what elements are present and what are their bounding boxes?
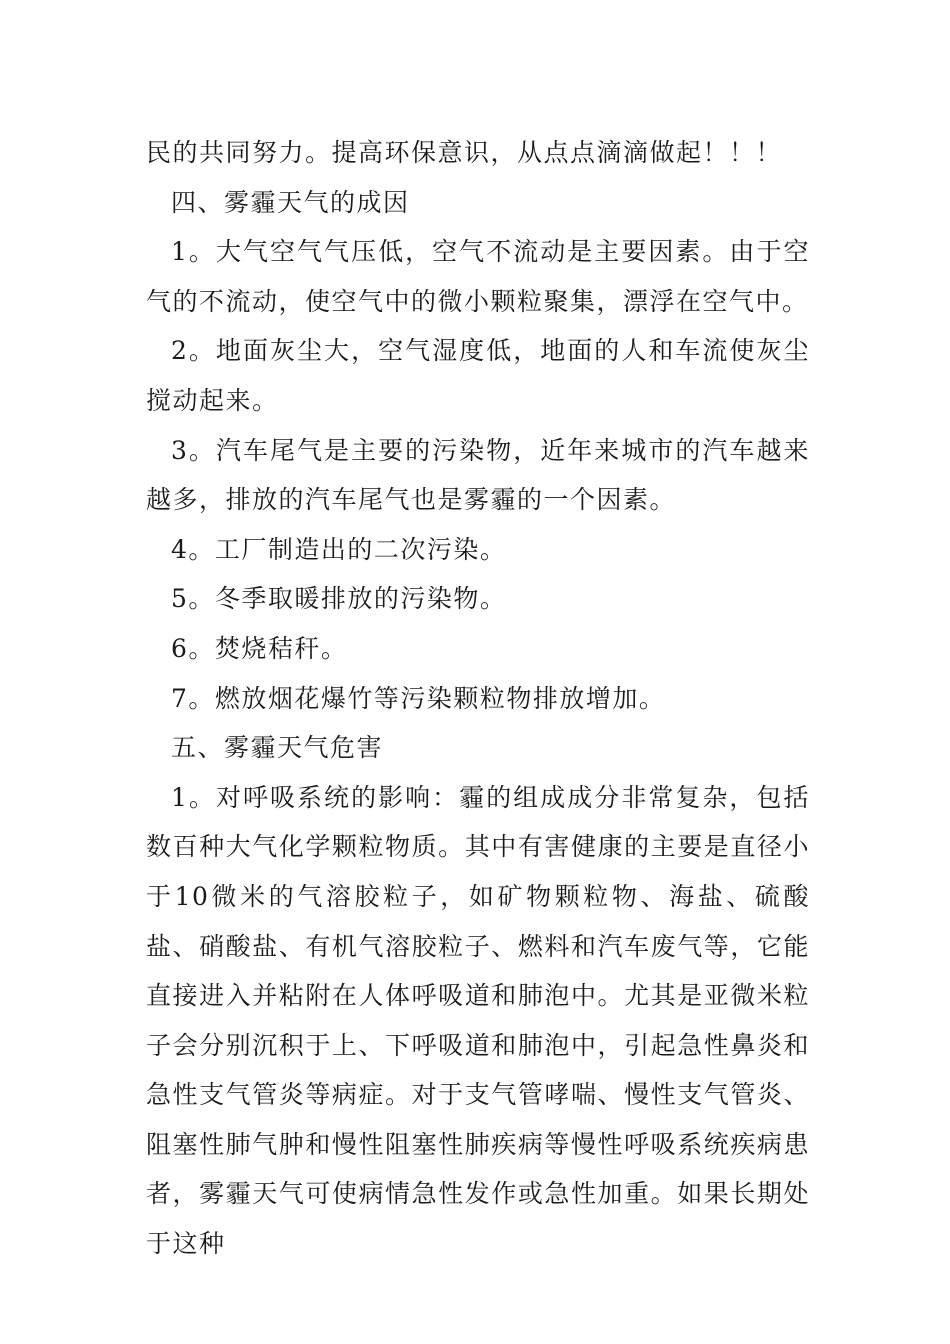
list-item-cause-2: 2。地面灰尘大，空气湿度低，地面的人和车流使灰尘搅动起来。 xyxy=(146,336,810,415)
list-item-cause-1: 1。大气空气气压低，空气不流动是主要因素。由于空气的不流动，使空气中的微小颗粒聚集，漂浮在空气中。 xyxy=(146,237,810,316)
paragraph-continuation: 民的共同努力。提高环保意识，从点点滴滴做起！！！ xyxy=(146,138,783,167)
section-heading-hazards: 五、雾霾天气危害 xyxy=(171,733,384,763)
list-item-cause-5: 5。冬季取暖排放的污染物。 xyxy=(171,584,507,614)
list-item-cause-6: 6。焚烧秸秆。 xyxy=(171,633,348,663)
document-body xyxy=(146,128,810,1269)
list-item-cause-3: 3。汽车尾气是主要的污染物，近年来城市的汽车越来越多，排放的汽车尾气也是雾霾的一个因素。 xyxy=(146,435,810,515)
list-item-cause-7: 7。燃放烟花爆竹等污染颗粒物排放增加。 xyxy=(171,683,666,713)
list-item-hazard-1: 1。对呼吸系统的影响：霾的组成成分非常复杂，包括数百种大气化学颗粒物质。其中有害健康的主要是直径小于10微米的气溶胶粒子，如矿物颗粒物、海盐、硫酸盐、硝酸盐、有机气溶胶粒子、燃料和汽车废气等，它能直接进入并粘附在人体呼吸道和肺泡中。尤其是亚微米粒子会分别沉积于上、下呼吸道和肺泡中，引起急性鼻炎和急性支气管炎等病症。对于支气管哮喘、慢性支气管炎、阻塞性肺气肿和慢性阻塞性肺疾病等慢性呼吸系统疾病患者，雾霾天气可使病情急性发作或急性加重。如果长期处于这种 xyxy=(146,782,810,1259)
list-item-cause-4: 4。工厂制造出的二次污染。 xyxy=(171,534,507,564)
section-heading-causes: 四、雾霾天气的成因 xyxy=(171,187,410,217)
